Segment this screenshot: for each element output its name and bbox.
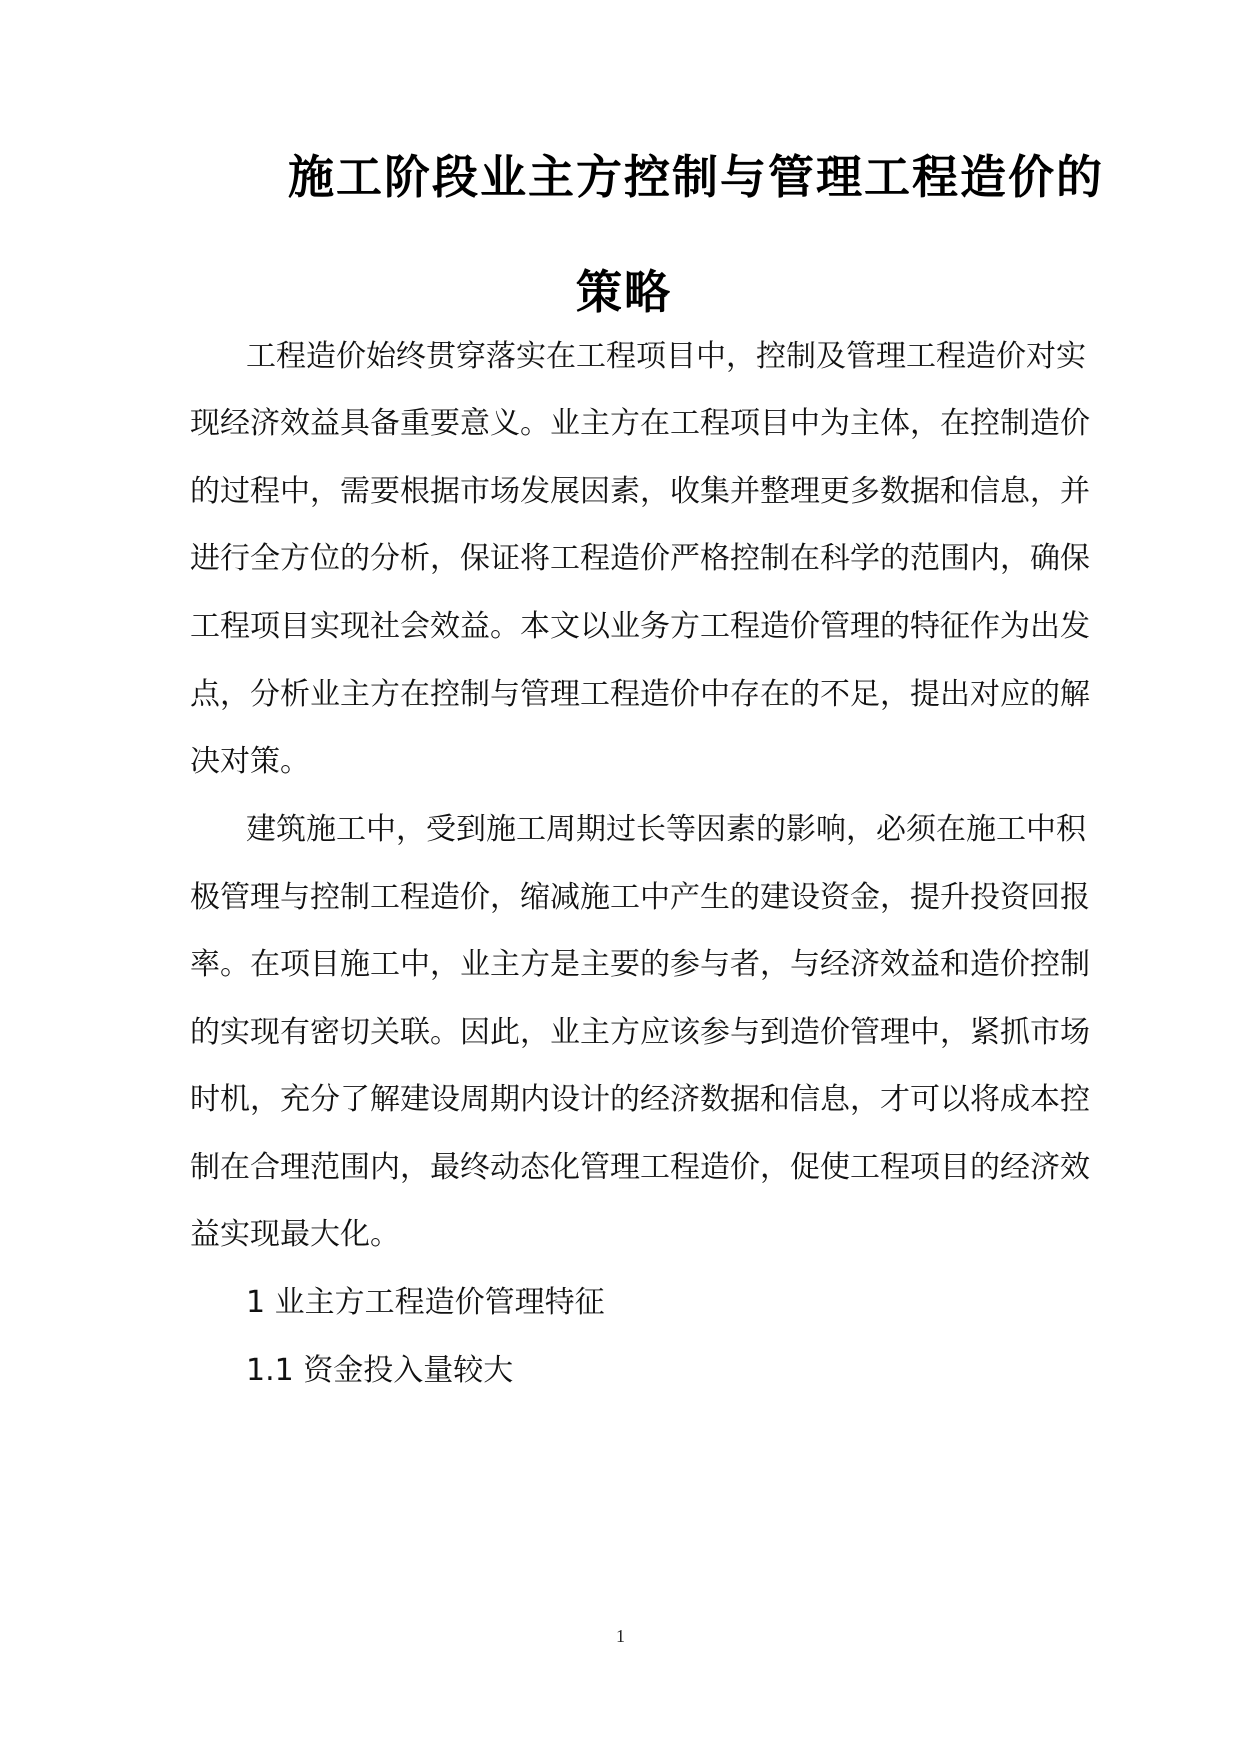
paragraph-line: 决对策。 [190, 744, 310, 779]
paragraph-line: 制在合理范围内，最终动态化管理工程造价，促使工程项目的经济效 [190, 1150, 1090, 1185]
paragraph-line: 的过程中，需要根据市场发展因素，收集并整理更多数据和信息，并 [190, 474, 1090, 509]
paragraph-line: 极管理与控制工程造价，缩减施工中产生的建设资金，提升投资回报 [190, 880, 1090, 915]
section-heading-1: 1 业主方工程造价管理特征 [246, 1285, 605, 1320]
paragraph-line: 时机，充分了解建设周期内设计的经济数据和信息，才可以将成本控 [190, 1082, 1090, 1117]
document-title-line-2: 策略 [576, 265, 672, 319]
paragraph-line: 的实现有密切关联。因此，业主方应该参与到造价管理中，紧抓市场 [190, 1015, 1090, 1050]
paragraph-line: 进行全方位的分析，保证将工程造价严格控制在科学的范围内，确保 [190, 541, 1090, 576]
paragraph-line: 点，分析业主方在控制与管理工程造价中存在的不足，提出对应的解 [190, 677, 1090, 712]
page-number: 1 [616, 1626, 625, 1646]
section-heading-1-1: 1.1 资金投入量较大 [246, 1353, 514, 1388]
paragraph-line: 率。在项目施工中，业主方是主要的参与者，与经济效益和造价控制 [190, 947, 1090, 982]
document-title-line-1: 施工阶段业主方控制与管理工程造价的 [288, 150, 1104, 204]
paragraph-line: 工程项目实现社会效益。本文以业务方工程造价管理的特征作为出发 [190, 609, 1090, 644]
paragraph-line: 益实现最大化。 [190, 1217, 400, 1252]
paragraph-line: 现经济效益具备重要意义。业主方在工程项目中为主体，在控制造价 [190, 406, 1090, 441]
paragraph-line: 工程造价始终贯穿落实在工程项目中，控制及管理工程造价对实 [246, 339, 1086, 374]
paragraph-line: 建筑施工中，受到施工周期过长等因素的影响，必须在施工中积 [246, 812, 1086, 847]
